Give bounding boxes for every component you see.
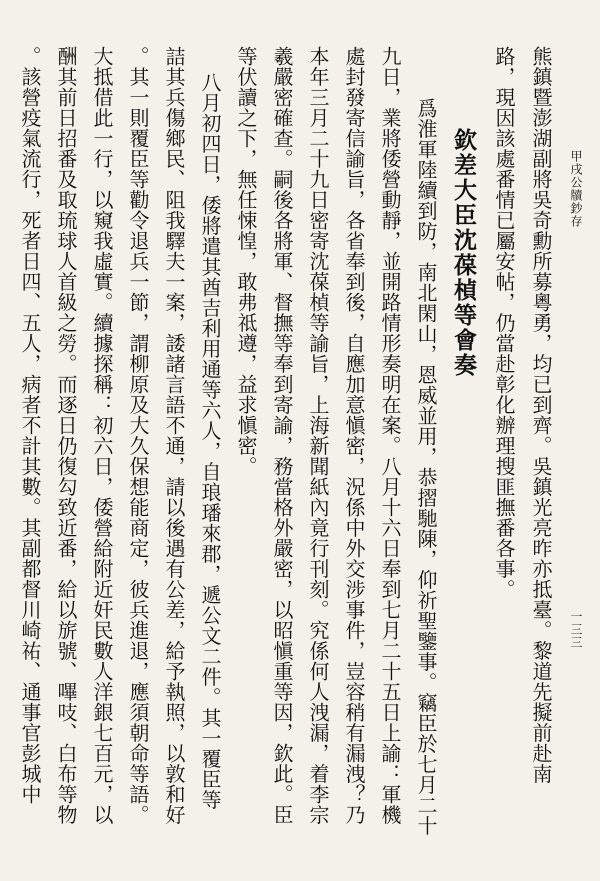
text-column-14: 酬其前日招番及取琉球人首級之勞。而逐日仍復勾致近番，給以旂號、嗶吱、白布等物 xyxy=(54,46,78,825)
text-column-5: 九日，業將倭營動靜，並開路情形奏明在案。八月十六日奉到七月二十五日上諭：軍機 xyxy=(378,46,402,825)
text-column-10: 八月初四日，倭將遣其酋吉利用通等六人，自琅璠來郡，遞公文二件。其一覆臣等 xyxy=(198,72,222,810)
text-column-7: 本年三月二十九日密寄沈葆楨等諭旨，上海新聞紙內竟行刊刻。究係何人洩漏，着李宗 xyxy=(306,46,330,825)
text-column-15: 。該營疫氣流行，死者日四、五人，病者不計其數。其副都督川崎祐、通事官彭城中 xyxy=(18,46,42,805)
text-column-6: 處封發寄信諭旨，各省奉到後，自應加意愼密，況係中外交涉事件，豈容稍有漏洩？乃 xyxy=(342,46,366,825)
text-column-1: 熊鎮暨澎湖副將吳奇勳所募粵勇，均已到齊。吳鎮光亮昨亦抵臺。黎道先擬前赴南 xyxy=(529,46,553,784)
text-column-9: 等伏讀之下，無任悚惶，敢弗祗遵，益求愼密。 xyxy=(234,46,258,477)
text-column-8: 羲嚴密確查。嗣後各將軍、督撫等奉到寄諭，務當格外嚴密，以昭愼重等因，欽此。臣 xyxy=(270,46,294,825)
memorial-title: 欽差大臣沈葆楨等會奏 xyxy=(450,128,477,378)
book-title: 甲戌公牘鈔存 xyxy=(569,150,583,228)
text-column-2: 路，現因該處番情已屬安帖，仍當赴彰化辦理搜匪撫番各事。 xyxy=(492,46,516,600)
text-column-13: 大抵借此一行，以窺我虛實。續據探稱：初六日，倭營給附近奸民數人洋銀七百元，以 xyxy=(90,46,114,825)
text-column-4: 爲淮軍陸續到防，南北閑山，恩威並用，恭摺馳陳，仰祈聖鑒事。竊臣於七月二十 xyxy=(414,98,438,836)
text-column-11: 詰其兵傷鄉民、阻我驛夫一案，諉諸言語不通，請以後遇有公差，給予執照，以敦和好 xyxy=(162,46,186,825)
text-column-12: 。其一則覆臣等勸令退兵一節，謂柳原及大久保想能商定，彼兵進退，應須朝命等語。 xyxy=(126,46,150,825)
page-number: 一三三 xyxy=(569,610,583,649)
